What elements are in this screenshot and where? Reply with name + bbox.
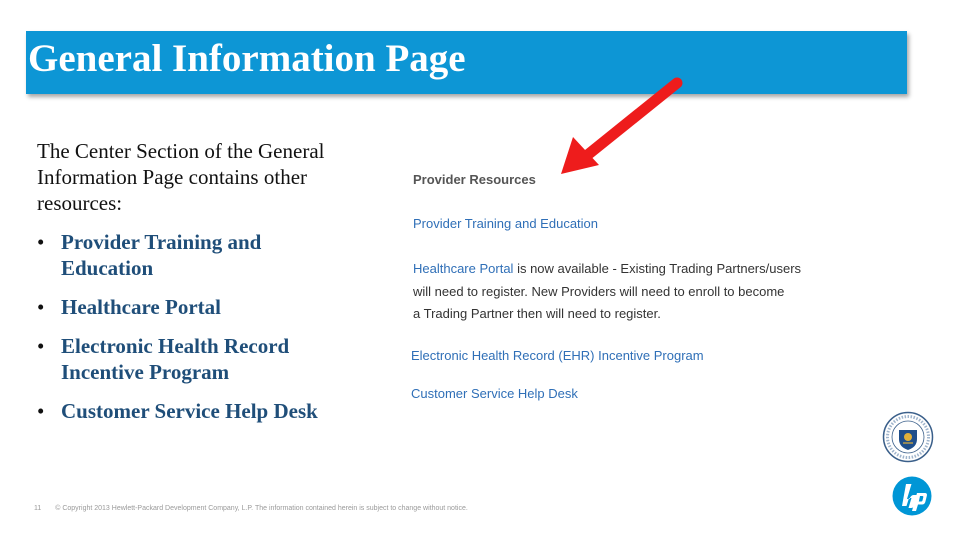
ehr-item [411,345,704,367]
page-title: General Information Page [28,37,466,80]
portal-line-3: a Trading Partner then will need to register. [413,306,661,321]
portal-line-2: will need to register. New Providers will need to enroll to become [413,283,785,299]
healthcare-portal-link[interactable]: Healthcare Portal [413,261,514,276]
ehr-incentive-link[interactable]: Electronic Health Record (EHR) Incentive Program [411,348,704,363]
bullet-dot: • [37,295,45,319]
red-arrow-icon [555,75,685,180]
bullet-label: Provider Training and Education [61,230,262,280]
title-bar [26,31,907,94]
hp-logo-icon [892,476,932,516]
bullet-label: Electronic Health Record Incentive Program [61,334,290,384]
bullet-dot: • [37,399,45,423]
help-desk-item [411,383,578,405]
provider-resources-heading: Provider Resources [413,172,536,187]
bullet-dot: • [37,334,45,358]
portal-line-1 [413,258,801,281]
portal-line-1-rest: is now available - Existing Trading Partners/users [513,261,802,276]
footer [34,505,468,512]
provider-training-link[interactable]: Provider Training and Education [413,216,599,231]
bullet-item-ehr [37,333,347,385]
bullet-item-portal [37,294,347,320]
bullet-item-training [37,229,347,281]
copyright-text: © Copyright 2013 Hewlett-Packard Development Company, L.P. The information contained herein is subject to change without notice. [55,505,468,512]
intro-text: The Center Section of the General Information Page contains other resources: [37,139,325,215]
page-number: 11 [34,505,42,512]
provider-training-item [413,213,598,235]
resource-bullet-list [37,229,347,437]
bullet-item-help-desk [37,398,347,424]
healthcare-portal-paragraph [413,258,801,326]
bullet-dot: • [37,230,45,254]
customer-service-link[interactable]: Customer Service Help Desk [411,386,578,401]
bullet-label: Customer Service Help Desk [61,399,318,423]
bullet-label: Healthcare Portal [61,295,221,319]
state-seal-icon [882,411,934,463]
